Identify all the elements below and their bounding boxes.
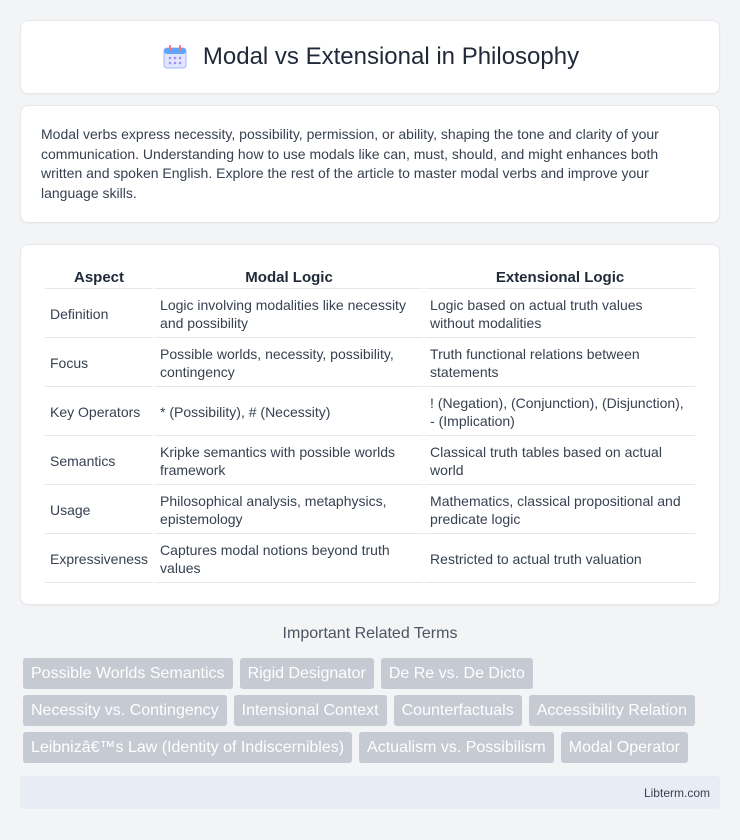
cell-modal: Kripke semantics with possible worlds framework — [155, 438, 423, 485]
cell-extensional: ! (Negation), (Conjunction), (Disjunction), - (Implication) — [425, 389, 695, 436]
tag-actualism-vs-possibilism[interactable]: Actualism vs. Possibilism — [359, 732, 554, 763]
cell-aspect: Semantics — [45, 438, 153, 485]
calendar-icon — [161, 43, 189, 71]
tag-accessibility-relation[interactable]: Accessibility Relation — [529, 695, 695, 726]
cell-extensional: Classical truth tables based on actual world — [425, 438, 695, 485]
footer — [20, 776, 720, 809]
footer-site-link[interactable]: Libterm.com — [643, 785, 710, 800]
table-row — [45, 536, 695, 583]
cell-extensional: Logic based on actual truth values without modalities — [425, 291, 695, 338]
related-terms-title: Important Related Terms — [282, 625, 458, 642]
table-row — [45, 340, 695, 387]
cell-modal: Captures modal notions beyond truth values — [155, 536, 423, 583]
cell-extensional: Mathematics, classical propositional and predicate logic — [425, 487, 695, 534]
cell-modal: Possible worlds, necessity, possibility, contingency — [155, 340, 423, 387]
header-aspect: Aspect — [45, 267, 153, 289]
tag-leibniz-law[interactable]: Leibnizâ€™s Law (Identity of Indiscernibles) — [23, 732, 352, 763]
header-extensional-logic: Extensional Logic — [425, 267, 695, 289]
tag-necessity-vs-contingency[interactable]: Necessity vs. Contingency — [23, 695, 227, 726]
tag-row — [23, 695, 723, 726]
table-row — [45, 438, 695, 485]
cell-modal: Philosophical analysis, metaphysics, epistemology — [155, 487, 423, 534]
tag-rigid-designator[interactable]: Rigid Designator — [240, 658, 374, 689]
table-row — [45, 291, 695, 338]
intro-text: Modal verbs express necessity, possibility, permission, or ability, shaping the tone and clarity of your communication. Understanding how to use modals like can, must, should, and might enhances both written and spoken English. Explore the rest of the article to master modal verbs and improve your language skills. — [41, 126, 659, 201]
intro-card — [20, 105, 720, 223]
cell-aspect: Definition — [45, 291, 153, 338]
table-row — [45, 487, 695, 534]
tag-intensional-context[interactable]: Intensional Context — [234, 695, 387, 726]
tag-row — [23, 732, 723, 763]
page-title: Modal vs Extensional in Philosophy — [202, 43, 580, 70]
table-header-row — [45, 267, 695, 289]
tag-modal-operator[interactable]: Modal Operator — [561, 732, 688, 763]
cell-modal: Logic involving modalities like necessity and possibility — [155, 291, 423, 338]
tag-counterfactuals[interactable]: Counterfactuals — [394, 695, 522, 726]
cell-extensional: Restricted to actual truth valuation — [425, 536, 695, 583]
table-row — [45, 389, 695, 436]
tag-row — [23, 658, 723, 689]
cell-aspect: Focus — [45, 340, 153, 387]
comparison-table-card — [20, 244, 720, 605]
cell-modal: * (Possibility), # (Necessity) — [155, 389, 423, 436]
tag-de-re-vs-de-dicto[interactable]: De Re vs. De Dicto — [381, 658, 533, 689]
cell-aspect: Expressiveness — [45, 536, 153, 583]
header-card — [20, 20, 720, 94]
comparison-table — [43, 265, 697, 585]
cell-aspect: Usage — [45, 487, 153, 534]
related-terms-list — [23, 658, 723, 769]
cell-extensional: Truth functional relations between statements — [425, 340, 695, 387]
cell-aspect: Key Operators — [45, 389, 153, 436]
header-modal-logic: Modal Logic — [155, 267, 423, 289]
tag-possible-worlds-semantics[interactable]: Possible Worlds Semantics — [23, 658, 233, 689]
